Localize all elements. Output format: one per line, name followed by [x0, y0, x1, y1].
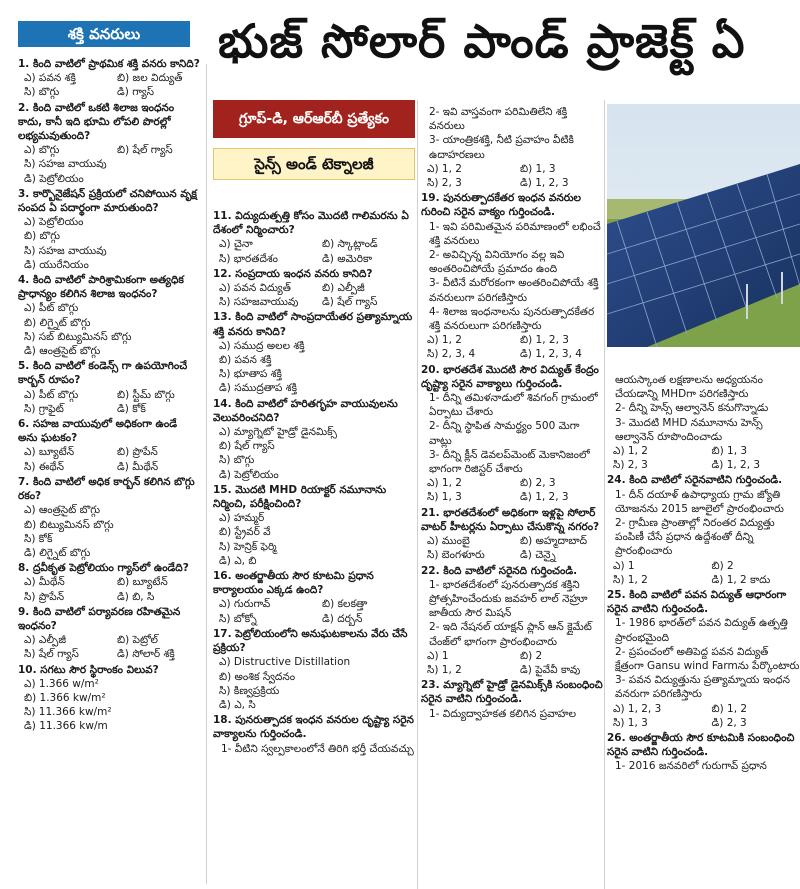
option: సి) ప్రొపేన్ [24, 590, 65, 603]
option: ఎ) మీథేన్ [24, 576, 65, 589]
question [421, 678, 603, 721]
option: డి) దర్బన్ [322, 612, 363, 625]
option: ఎ) పీట్ బొగ్గు [24, 302, 79, 315]
option: డి) అమెరికా [322, 252, 373, 265]
question-text: 12. సంప్రదాయ ఇంధన వనరు కానిది? [213, 267, 373, 280]
option: బి) 2, 3 [520, 477, 556, 490]
option: డి) ఆంత్రసైట్ బొగ్గు [24, 345, 101, 358]
option: సి) సహజ వాయువు [24, 244, 107, 257]
option: ఎ) మ్యాగ్నెటో హైడ్రో డైనమిక్స్ [219, 426, 337, 439]
option: బి) 1, 3 [520, 162, 556, 175]
question [213, 267, 415, 310]
option: ఎ) ఎల్పీజీ [24, 634, 66, 647]
options [18, 575, 200, 603]
option: ఎ) 1, 2 [427, 477, 462, 490]
option: సి) షేల్ గ్యాస్ [24, 648, 79, 661]
option: డి) పైవేవీ కావు [520, 663, 581, 676]
statement: ఆయస్కాంత లక్షణాలను అధ్యయనం చేయడాన్ని MHDగా పరిగణిస్తారు [615, 374, 763, 401]
question-text: 20. భారతదేశ మొదటి సౌర విద్యుత్ కేంద్రం దృష్ట్యా సరైన వాక్యాలు గుర్తించండి. [421, 363, 599, 390]
option: డి) చెన్నై [520, 549, 556, 562]
options [213, 237, 415, 265]
option: సి) సహజవాయువు [219, 296, 299, 309]
option: డి) 2, 3 [711, 716, 747, 729]
question-text: 15. మొదటి MHD రియాక్టర్ నమూనాను నిర్మించి, పరీక్షించింది? [213, 483, 387, 511]
option: బి) అహ్మదాబాద్ [520, 535, 588, 548]
statement: 1- విద్యుద్వాహకత కలిగిన ప్రవాహల [429, 707, 577, 720]
question-text: 3. కార్బొనైజేషన్ ప్రక్రియలో చనిపోయిన వృక్ష సంపద ఏ పదార్థంగా మారుతుంది? [18, 187, 197, 215]
statement: 1- వీటిని స్వల్పకాలంలోనే తిరిగి భర్తీ చేయవచ్చు [221, 742, 414, 755]
option: ఎ) ఆంత్రసైట్ బొగ్గు [24, 504, 101, 517]
option: సి) భారతదేశం [219, 252, 278, 265]
options [607, 559, 800, 587]
option: డి) కోక్ [117, 402, 146, 415]
option: బి) ప్రొపేన్ [117, 446, 158, 459]
question [18, 359, 200, 416]
statement: 2- గ్రామీణ ప్రాంతాల్లో నిరంతర విద్యుత్తు పంపిణీ చేసే ప్రధాన ఉద్దేశంతో దీన్ని ప్రారంభించారు [615, 517, 775, 558]
question [213, 310, 415, 395]
option: సి) గ్రాఫైట్ [24, 402, 64, 415]
statement: 2- దీన్ని హెన్స్ ఆల్వానెన్ కనుగొన్నాడు [615, 402, 769, 415]
option: డి) పెట్రోలియం [219, 468, 279, 481]
question [607, 473, 800, 587]
question [421, 105, 603, 190]
option: బి) 2 [520, 649, 543, 662]
options [421, 534, 603, 562]
statement: 1- భారతదేశంలో పునరుత్పాదక శక్తిని ప్రోత్సహించేందుకు జవహర్ లాల్ నెహ్రూ జాతీయ సౌర మిషన్ [429, 578, 588, 620]
option: సి) సబ్ బిట్యుమినస్ బొగ్గు [24, 330, 132, 343]
options [213, 655, 415, 712]
question [213, 713, 415, 756]
question-text: 18. పునరుత్పాదక ఇంధన వనరుల దృష్ట్యా సరైన వాక్యాలను గుర్తించండి. [213, 714, 414, 741]
option: ఎ) 1, 2, 3 [613, 702, 662, 715]
statement: 2- ఇవి వాస్తవంగా పరిమితిలేని శక్తి వనరులు [429, 106, 568, 133]
question-text: 4. కింది వాటిలో పారిశ్రామికంగా అత్యధిక ప్రాధాన్యం కలిగిన శిలాజ ఇంధనం? [18, 274, 184, 301]
option: డి) 1, 2, 3 [711, 459, 761, 472]
question [213, 209, 415, 266]
question [213, 569, 415, 626]
option: బి) 2 [711, 559, 734, 572]
option: బి) స్టీమ్ బొగ్గు [117, 388, 175, 401]
option: సి) హెన్రిక్ ఫెర్మి [219, 540, 277, 553]
headline: భుజ్ సోలార్ పాండ్ ప్రాజెక్ట్ ఏ [218, 14, 746, 68]
option: సి) కోక్ [24, 532, 53, 545]
question-text: 24. కింది వాటిలో సరైనవాటిని గుర్తించండి. [607, 474, 783, 487]
option: ఎ) గురుగావ్ [219, 598, 271, 611]
option: సి) 2, 3 [427, 177, 462, 190]
question [18, 187, 200, 272]
options [213, 281, 415, 309]
question-text: 9. కింది వాటిలో పర్యావరణ రహితమైన ఇంధనం? [18, 605, 181, 632]
question [18, 561, 200, 604]
options [607, 444, 800, 472]
options [18, 215, 200, 272]
option: బి) 1, 2 [711, 702, 748, 715]
option: ఎ) Distructive Distillation [219, 656, 351, 669]
question [213, 627, 415, 712]
options [18, 445, 200, 473]
option: సి) ఈథేన్ [24, 460, 65, 473]
option: ఎ) 1 [613, 559, 635, 572]
options [213, 339, 415, 396]
option: బి) బ్యూటేన్ [117, 576, 168, 589]
option: డి) షేల్ గ్యాస్ [322, 296, 378, 309]
options [213, 597, 415, 625]
options [18, 633, 200, 661]
option: బి) 1, 2, 3 [520, 334, 569, 347]
option: బి) అంశిక స్వేదనం [219, 670, 296, 683]
option: డి) సముద్రతాప శక్తి [219, 382, 297, 395]
option: సి) బొగ్గు [219, 454, 255, 467]
question [213, 397, 415, 482]
question-text: 13. కింది వాటిలో సాంప్రదాయేతర ప్రత్యామ్నాయ శక్తి వనరు కానిది? [213, 311, 413, 338]
statement: 3- వీటినే మరోరకంగా అంతరించిపోయే శక్తి వనరులుగా పరిగణిస్తారు [429, 277, 599, 304]
option: సి) బొగ్గు [24, 86, 60, 99]
statement: 4- శిలాజ ఇంధనాలను పునరుత్పాదకేతర శక్తి వనరులుగా పరిగణిస్తారు [429, 305, 595, 333]
option: డి) బి, సి [117, 590, 155, 603]
options [18, 677, 200, 734]
statement: 2- ప్రపంచంలో అతిపెద్ద పవన విద్యుత్ క్షేత్రంగా Gansu wind Farmను పేర్కొంటారు [615, 645, 800, 673]
option: సి) 1, 3 [427, 491, 462, 504]
option: ఎ) పీట్ బొగ్గు [24, 388, 79, 401]
question-text: 8. ద్రవీకృత పెట్రోలియం గ్యాస్‌లో ఉండేది? [18, 562, 189, 575]
question-text: 22. కింది వాటిలో సరైనది గుర్తించండి. [421, 564, 578, 577]
option: బి) లిగ్నైట్ బొగ్గు [24, 316, 91, 329]
option: డి) 1, 2, 3 [520, 177, 569, 190]
column-3 [421, 104, 603, 721]
option: బి) 1.366 kw/m² [24, 691, 106, 704]
question [607, 373, 800, 472]
option: డి) సోలార్ శక్తి [117, 648, 175, 661]
option: డి) ఎ, సి [219, 698, 256, 711]
option: ఎ) పవన విద్యుత్ [219, 282, 291, 295]
question [18, 417, 200, 474]
option: సి) 11.366 kw/m² [24, 706, 112, 719]
statement: 1- దీన్ని తమిళనాడులో శివగంగ్ గ్రామంలో ఏర్పాటు చేశారు [429, 392, 598, 419]
question [18, 663, 200, 734]
options [421, 333, 603, 361]
question [18, 475, 200, 560]
option: బి) స్ట్రేవర్ వే [219, 526, 271, 539]
option: సి) బెంగళూరు [427, 549, 485, 562]
column-4 [607, 372, 800, 774]
statement: 3- మొదటి MHD నమూనాను హెన్స్ ఆల్వానెన్ రూపొందించాడు [615, 416, 763, 443]
option: బి) బిట్యుమినస్ బొగ్గు [24, 518, 114, 531]
options [421, 476, 603, 504]
option: ఎ) బ్యూటేన్ [24, 446, 75, 459]
option: ఎ) 1, 2 [427, 162, 462, 175]
option: బి) ఎల్పీజీ [322, 282, 365, 295]
question [421, 363, 603, 505]
option: ఎ) బొగ్గు [24, 144, 60, 157]
option: ఎ) 1, 2 [613, 445, 648, 458]
option: సి) సహజ వాయువు [24, 158, 107, 171]
option: సి) 1, 2 [427, 663, 462, 676]
statement: 2- దీన్ని స్థాపిత సామర్థ్యం 500 మెగా వాట్లు [429, 420, 580, 447]
question [18, 57, 200, 100]
option: ఎ) పెట్రోలియం [24, 216, 84, 229]
question [421, 191, 603, 361]
options [213, 425, 415, 482]
question [607, 731, 800, 774]
options [421, 162, 603, 190]
question-text: 6. సహజ వాయువులో అధికంగా ఉండే అను ఘటకం? [18, 418, 177, 445]
question-text: 26. అంతర్జాతీయ సౌర కూటమికి సంబంధించి సరైన వాటిని గుర్తించండి. [607, 732, 795, 759]
question-text: 10. సగటు సౌర స్థిరాంకం విలువ? [18, 663, 159, 676]
option: డి) లిగ్నైట్ బొగ్గు [24, 546, 91, 559]
question [213, 483, 415, 568]
options [18, 71, 200, 99]
option: డి) పెట్రోలియం [24, 172, 84, 185]
option: ఎ) చైనా [219, 238, 253, 251]
statement: 1- 2016 జనవరిలో గురుగావ్ ప్రధాన [615, 760, 767, 773]
statement: 1- 1986 భారత్‌లో పవన విద్యుత్ ఉత్పత్తి ప్రారంభమైంది [615, 617, 788, 644]
option: డి) మీథేన్ [117, 460, 159, 473]
option: డి) 1, 2, 3 [520, 491, 569, 504]
option: బి) జల విద్యుత్ [117, 72, 183, 85]
question-text: 7. కింది వాటిలో అధిక కార్బన్ కలిగిన బొగ్గు రకం? [18, 475, 195, 503]
question-text: 16. అంతర్జాతీయ సౌర కూటమి ప్రధాన కార్యాలయం ఎక్కడ ఉంది? [213, 570, 374, 597]
option: ఎ) 1 [427, 649, 449, 662]
option: బి) పెట్రోల్ [117, 634, 158, 647]
option: సి) 2, 3, 4 [427, 348, 476, 361]
options [18, 503, 200, 560]
option: బి) బొగ్గు [24, 230, 60, 243]
option: డి) ఎ, బి [219, 554, 257, 567]
solar-panel-photo [607, 104, 800, 347]
question-text: 21. భారతదేశంలో అధికంగా ఇళ్లపై సోలార్ వాటర్ హీటర్లను ఏర్పాటు చేసుకొన్న నగరం? [421, 506, 600, 533]
question-text: 2. కింది వాటిలో ఒకటి శిలాజ ఇంధనం కాదు, కానీ ఇది భూమి లోపలి పొరల్లో లభ్యమవుతుంది? [18, 101, 175, 143]
section-label: శక్తి వనరులు [18, 21, 190, 47]
column-2 [213, 208, 415, 756]
option: సి) భూతాప శక్తి [219, 368, 282, 381]
option: ఎ) హమ్మర్ [219, 512, 265, 525]
question-text: 19. పునరుత్పాదకేతర ఇంధన వనరుల గురించి సరైన వాక్యం గుర్తించండి. [421, 192, 581, 219]
option: సి) బోక్నో [219, 612, 257, 625]
option: బి) కలకత్తా [322, 598, 368, 611]
statement: 2- ఇది నేషనల్ యాక్షన్ ప్లాన్ ఆన్ క్లైమేట్ చేంజ్‌లో భాగంగా ప్రారంభించారు [429, 621, 592, 648]
column-1 [18, 56, 200, 734]
option: బి) స్కాట్లాండ్ [322, 238, 378, 251]
question-text: 14. కింది వాటిలో హరితగృహ వాయువులను వెలువరించనిది? [213, 397, 398, 424]
option: ఎ) సముద్ర అలల శక్తి [219, 339, 305, 352]
question-text: 5. కింది వాటిలో కండెన్స్ గా ఉపయోగించే కార్బన్ రూపం? [18, 360, 188, 387]
question [421, 506, 603, 563]
statement: 2- అవిచ్ఛిన్న వినియోగం వల్ల ఇవి అంతరించిపోయే ప్రమాదం ఉంది [429, 249, 565, 276]
subject-banner: సైన్స్ అండ్ టెక్నాలజీ [213, 148, 415, 180]
question [18, 273, 200, 358]
option: డి) 1, 2, 3, 4 [520, 348, 582, 361]
options [607, 702, 800, 730]
options [18, 143, 200, 186]
option: సి) కిణ్వప్రక్రియ [219, 684, 280, 697]
options [18, 388, 200, 416]
option: డి) యురేనియం [24, 258, 89, 271]
statement: 3- యాంత్రికశక్తి, నీటి ప్రవాహం వీటికి ఉదాహరణలు [429, 134, 574, 161]
statement: 1- దీన్ దయాళ్ ఉపాధ్యాయ గ్రామ జ్యోతి యోజనను 2015 జూలైలో ప్రారంభించారు [615, 488, 784, 515]
option: బి) 1, 3 [711, 445, 748, 458]
option: ఎ) ముంబై [427, 535, 470, 548]
option: బి) షేల్ గ్యాస్ [117, 144, 173, 157]
question-text: 11. విద్యుదుత్పత్తి కోసం మొదటి గాలిమరను ఏ దేశంలో నిర్మించారు? [213, 210, 409, 237]
option: డి) 11.366 kw/m [24, 720, 108, 733]
option: సి) 2, 3 [613, 459, 648, 472]
question [18, 605, 200, 662]
option: డి) గ్యాస్ [117, 86, 155, 99]
statement: 3- పవన విద్యుత్తును ప్రత్యామ్నాయ ఇంధన వనరుగా పరిగణిస్తారు [615, 674, 791, 701]
option: సి) 1, 3 [613, 716, 648, 729]
question [421, 564, 603, 678]
option: ఎ) 1.366 w/m² [24, 677, 99, 690]
statement: 1- ఇవి పరిమితమైన పరిమాణంలో లభించే శక్తి వనరులు [429, 220, 601, 247]
question-text: 17. పెట్రోలియంలోని అనుఘటకాలను వేరు చేసే ప్రక్రియ? [213, 627, 408, 655]
question [607, 588, 800, 730]
option: సి) 1, 2 [613, 573, 648, 586]
options [213, 511, 415, 568]
option: బి) పవన శక్తి [219, 354, 272, 367]
question-text: 23. మ్యాగ్నెటో హైడ్రో డైనమిక్స్‌కి సంబంధించి సరైన వాటిని గుర్తించండి. [421, 679, 603, 706]
option: బి) షేల్ గ్యాస్ [219, 440, 275, 453]
group-banner: గ్రూప్-డి, ఆర్ఆర్‌బీ ప్రత్యేకం [213, 100, 415, 138]
question-text: 1. కింది వాటిలో ప్రాథమిక శక్తి వనరు కానిది? [18, 58, 200, 70]
options [421, 649, 603, 677]
question-text: 25. కింది వాటిలో పవన విద్యుత్ ఆధారంగా సరైన వాటిని గుర్తించండి. [607, 589, 787, 616]
option: డి) 1, 2 కాదు [711, 573, 771, 586]
option: ఎ) 1, 2 [427, 334, 462, 347]
question [18, 101, 200, 186]
option: ఎ) పవన శక్తి [24, 72, 76, 85]
options [18, 301, 200, 358]
statement: 3- దీన్ని క్లీన్ డెవలప్‌మెంట్ మెకానిజంలో భాగంగా రిజిస్టర్ చేశారు [429, 448, 590, 476]
